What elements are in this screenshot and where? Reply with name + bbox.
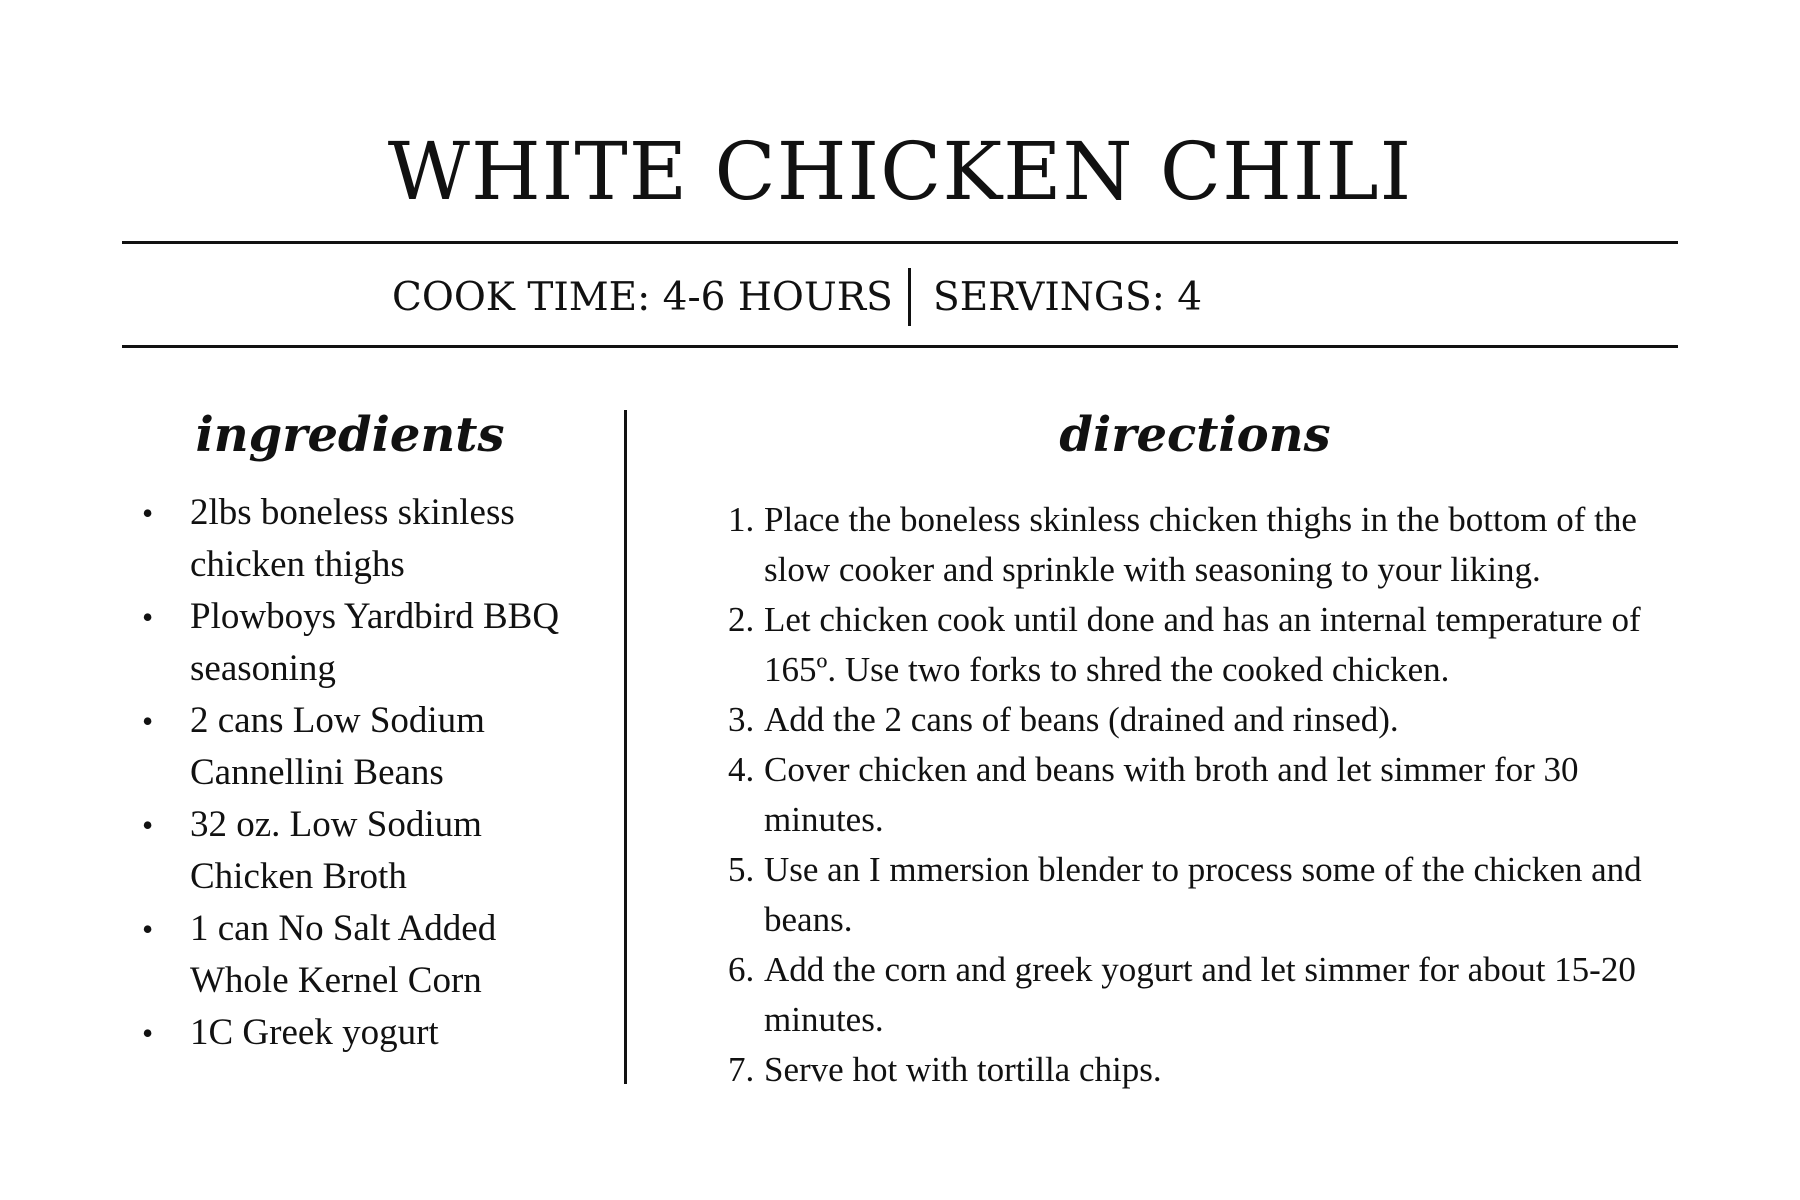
direction-step: [728, 945, 1688, 1045]
directions-heading: directions: [1059, 407, 1331, 463]
step-text: Use an I mmersion blender to process some of the chicken and beans.: [764, 850, 1642, 939]
direction-step: [728, 695, 1688, 745]
directions-list: [728, 495, 1688, 1095]
step-text: Let chicken cook until done and has an internal temperature of 165º. Use two forks to shred the cooked chicken.: [764, 600, 1641, 689]
ingredient-item: [130, 1007, 600, 1059]
meta-divider: [908, 268, 911, 326]
ingredient-text: 2lbs boneless skinless chicken thighs: [190, 492, 515, 585]
ingredients-list: [130, 487, 600, 1059]
bottom-divider-rule: [122, 345, 1678, 348]
bullet-icon: •: [142, 599, 154, 635]
step-text: Cover chicken and beans with broth and let simmer for 30 minutes.: [764, 750, 1579, 839]
bullet-icon: •: [142, 1015, 154, 1051]
bullet-icon: •: [142, 807, 154, 843]
direction-step: [728, 845, 1688, 945]
step-text: Add the 2 cans of beans (drained and rinsed).: [764, 700, 1399, 739]
ingredient-item: [130, 799, 600, 903]
ingredient-text: 1 can No Salt Added Whole Kernel Corn: [190, 908, 497, 1001]
ingredient-item: [130, 591, 600, 695]
direction-step: [728, 1045, 1688, 1095]
step-text: Serve hot with tortilla chips.: [764, 1050, 1162, 1089]
direction-step: [728, 595, 1688, 695]
top-divider-rule: [122, 241, 1678, 244]
ingredient-text: 1C Greek yogurt: [190, 1012, 439, 1053]
step-text: Add the corn and greek yogurt and let simmer for about 15-20 minutes.: [764, 950, 1636, 1039]
bullet-icon: •: [142, 495, 154, 531]
step-number: 1.: [728, 500, 755, 539]
step-number: 6.: [728, 950, 755, 989]
ingredients-heading: ingredients: [195, 407, 505, 463]
step-number: 7.: [728, 1050, 755, 1089]
ingredient-text: 2 cans Low Sodium Cannellini Beans: [190, 700, 485, 793]
direction-step: [728, 495, 1688, 595]
step-number: 5.: [728, 850, 755, 889]
ingredient-text: 32 oz. Low Sodium Chicken Broth: [190, 804, 482, 897]
step-number: 2.: [728, 600, 755, 639]
bullet-icon: •: [142, 703, 154, 739]
step-number: 4.: [728, 750, 755, 789]
step-text: Place the boneless skinless chicken thighs in the bottom of the slow cooker and sprinkle with seasoning to your liking.: [764, 500, 1637, 589]
column-divider: [624, 410, 627, 1084]
ingredient-item: [130, 695, 600, 799]
direction-step: [728, 745, 1688, 845]
bullet-icon: •: [142, 911, 154, 947]
ingredient-text: Plowboys Yardbird BBQ seasoning: [190, 596, 560, 689]
step-number: 3.: [728, 700, 755, 739]
recipe-title: WHITE CHICKEN CHILI: [387, 125, 1413, 218]
ingredient-item: [130, 487, 600, 591]
cook-time: COOK TIME: 4-6 HOURS: [392, 275, 893, 320]
ingredient-item: [130, 903, 600, 1007]
servings: SERVINGS: 4: [933, 275, 1203, 320]
